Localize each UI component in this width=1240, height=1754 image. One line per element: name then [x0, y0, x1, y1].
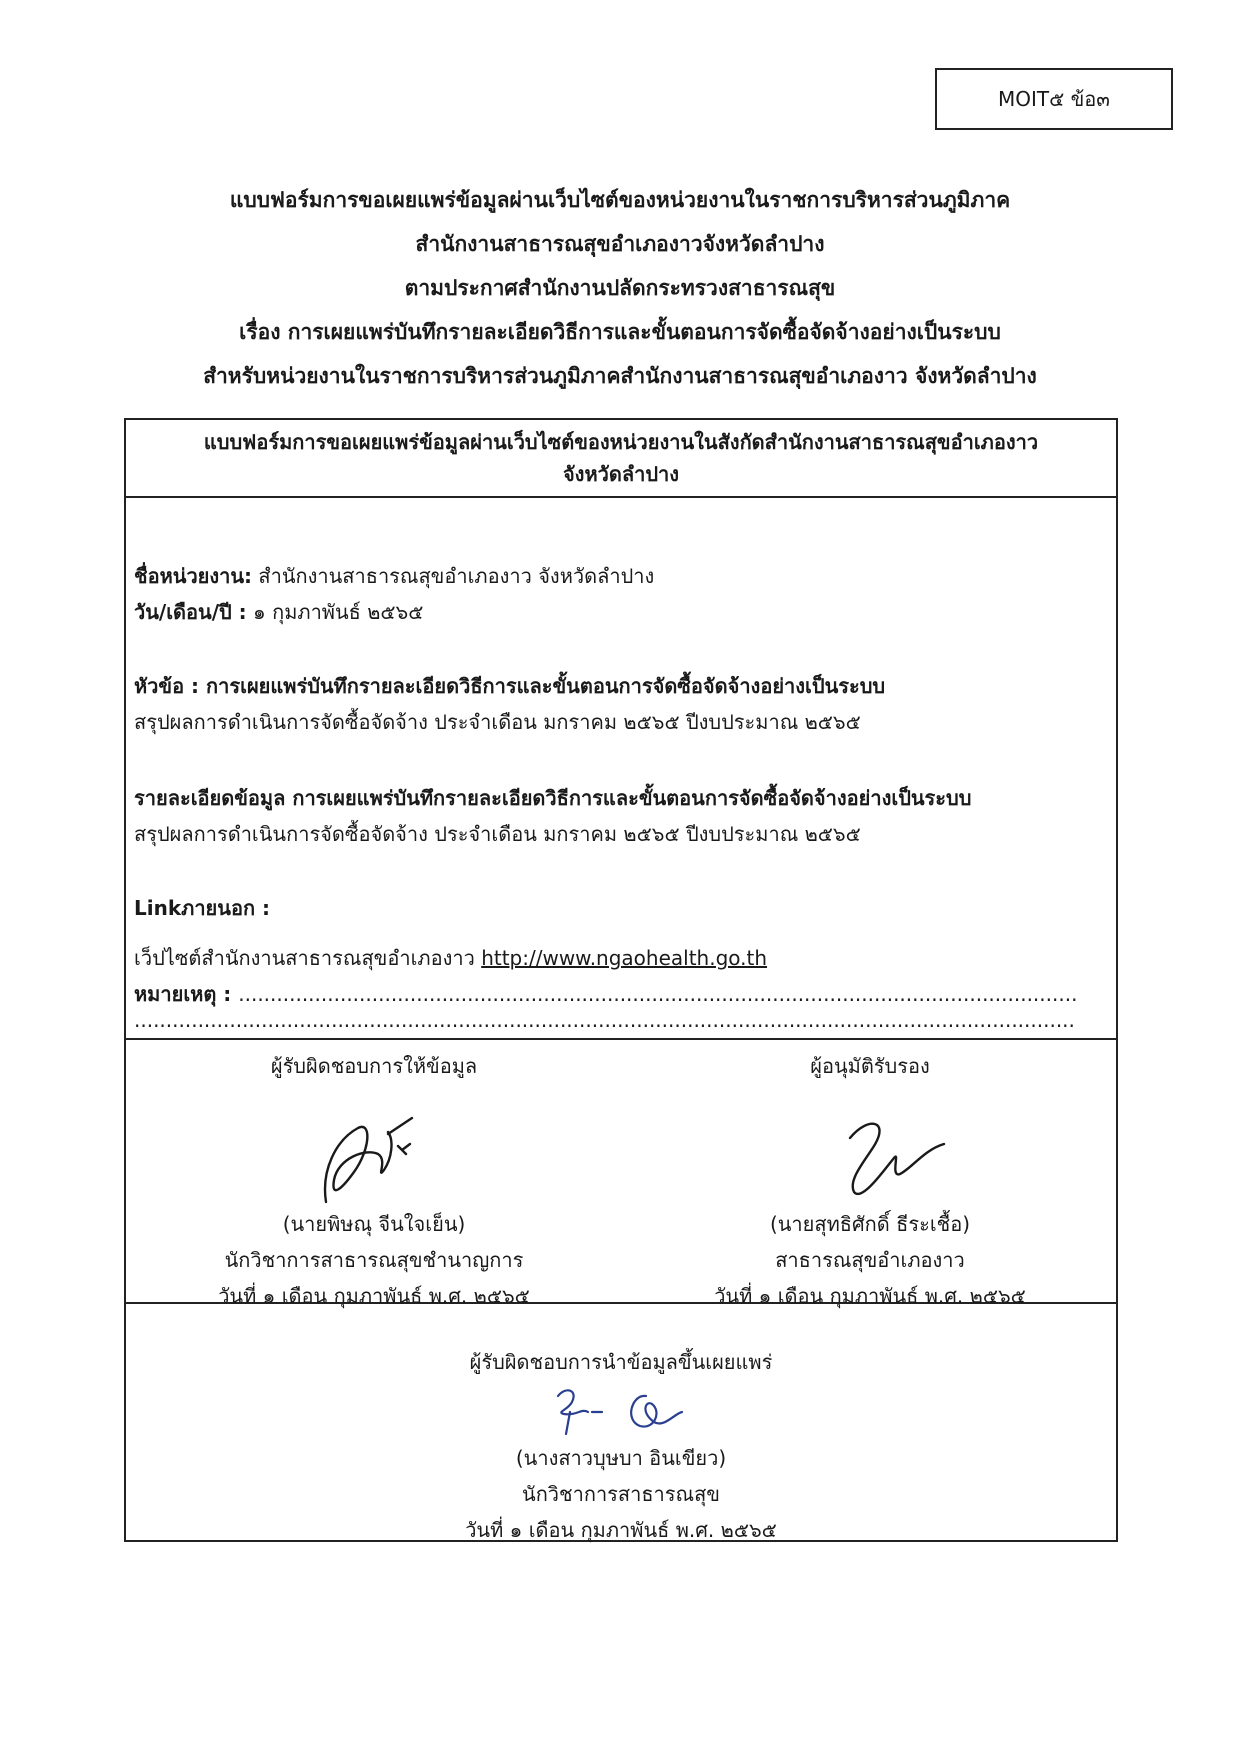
website-link[interactable]: http://www.ngaohealth.go.th [481, 946, 768, 970]
header-line-5: สำหรับหน่วยงานในราชการบริหารส่วนภูมิภาคสำนักงานสาธารณสุขอำเภองาว จังหวัดลำปาง [203, 364, 1037, 388]
date-value: ๑ กุมภาพันธ์ ๒๕๖๕ [246, 600, 424, 624]
publisher-position: นักวิชาการสาธารณสุข [522, 1482, 720, 1506]
publication-form [124, 418, 1118, 1542]
publisher-role-label: ผู้รับผิดชอบการนำข้อมูลขึ้นเผยแพร่ [469, 1350, 773, 1374]
publisher-name: (นางสาวบุษบา อินเขียว) [515, 1446, 727, 1470]
approver-name: (นายสุทธิศักดิ์ ธีระเชื้อ) [769, 1212, 971, 1236]
external-link-label: Linkภายนอก : [134, 896, 271, 920]
note-dots: .................................................................................................................................... [238, 982, 1078, 1006]
topic-value: สรุปผลการดำเนินการจัดซื้อจัดจ้าง ประจำเดือน มกราคม ๒๕๖๕ ปีงบประมาณ ๒๕๖๕ [134, 710, 861, 734]
approver-role-label: ผู้อนุมัติรับรอง [810, 1054, 930, 1078]
document-code-box [935, 68, 1173, 130]
form-title-line-2: จังหวัดลำปาง [562, 462, 680, 486]
website-text: เว็ปไซต์สำนักงานสาธารณสุขอำเภองาว [134, 946, 482, 970]
form-title [126, 420, 1116, 498]
header-line-4: เรื่อง การเผยแพร่บันทึกรายละเอียดวิธีการและขั้นตอนการจัดซื้อจัดจ้างอย่างเป็นระบบ [239, 320, 1001, 344]
approver-signature-icon [622, 1110, 1118, 1210]
date-label: วัน/เดือน/ปี : [134, 600, 247, 624]
provider-role-label: ผู้รับผิดชอบการให้ข้อมูล [270, 1054, 478, 1078]
provider-signature-icon [126, 1110, 622, 1210]
approver-date: วันที่ ๑ เดือน กุมภาพันธ์ พ.ศ. ๒๕๖๕ [714, 1284, 1026, 1308]
signature-section [126, 1040, 1116, 1308]
approver-position: สาธารณสุขอำเภองาว [775, 1248, 965, 1272]
note-label: หมายเหตุ : [134, 982, 239, 1006]
document-code: MOIT๕ ข้อ๓ [998, 87, 1110, 111]
form-details [126, 498, 1116, 1040]
date-row [134, 596, 423, 628]
form-title-line-1: แบบฟอร์มการขอเผยแพร่ข้อมูลผ่านเว็บไซต์ของหน่วยงานในสังกัดสำนักงานสาธารณสุขอำเภองาว [203, 430, 1039, 454]
detail-value: สรุปผลการดำเนินการจัดซื้อจัดจ้าง ประจำเดือน มกราคม ๒๕๖๕ ปีงบประมาณ ๒๕๖๕ [134, 822, 861, 846]
note-row [134, 978, 1077, 1010]
header-line-3: ตามประกาศสำนักงานปลัดกระทรวงสาธารณสุข [404, 276, 836, 300]
publisher-date: วันที่ ๑ เดือน กุมภาพันธ์ พ.ศ. ๒๕๖๕ [465, 1518, 777, 1542]
unit-row [134, 560, 654, 592]
provider-date: วันที่ ๑ เดือน กุมภาพันธ์ พ.ศ. ๒๕๖๕ [218, 1284, 530, 1308]
note-dots-line-2: .................................................................................................................................................... [134, 1008, 1075, 1032]
publisher-signature-icon [126, 1382, 1116, 1438]
provider-position: นักวิชาการสาธารณสุขชำนาญการ [224, 1248, 524, 1272]
publisher-signature-block [126, 1304, 1116, 1544]
unit-label: ชื่อหน่วยงาน: [134, 564, 253, 588]
document-header [0, 178, 1240, 398]
website-row [134, 942, 767, 974]
header-line-2: สำนักงานสาธารณสุขอำเภองาวจังหวัดลำปาง [415, 232, 825, 256]
unit-value: สำนักงานสาธารณสุขอำเภองาว จังหวัดลำปาง [252, 564, 655, 588]
provider-name: (นายพิษณุ จีนใจเย็น) [282, 1212, 466, 1236]
detail-label: รายละเอียดข้อมูล การเผยแพร่บันทึกรายละเอียดวิธีการและขั้นตอนการจัดซื้อจัดจ้างอย่างเป็นระบบ [134, 786, 972, 810]
header-line-1: แบบฟอร์มการขอเผยแพร่ข้อมูลผ่านเว็บไซต์ของหน่วยงานในราชการบริหารส่วนภูมิภาค [229, 188, 1011, 212]
topic-label: หัวข้อ : การเผยแพร่บันทึกรายละเอียดวิธีการและขั้นตอนการจัดซื้อจัดจ้างอย่างเป็นระบบ [134, 674, 886, 698]
